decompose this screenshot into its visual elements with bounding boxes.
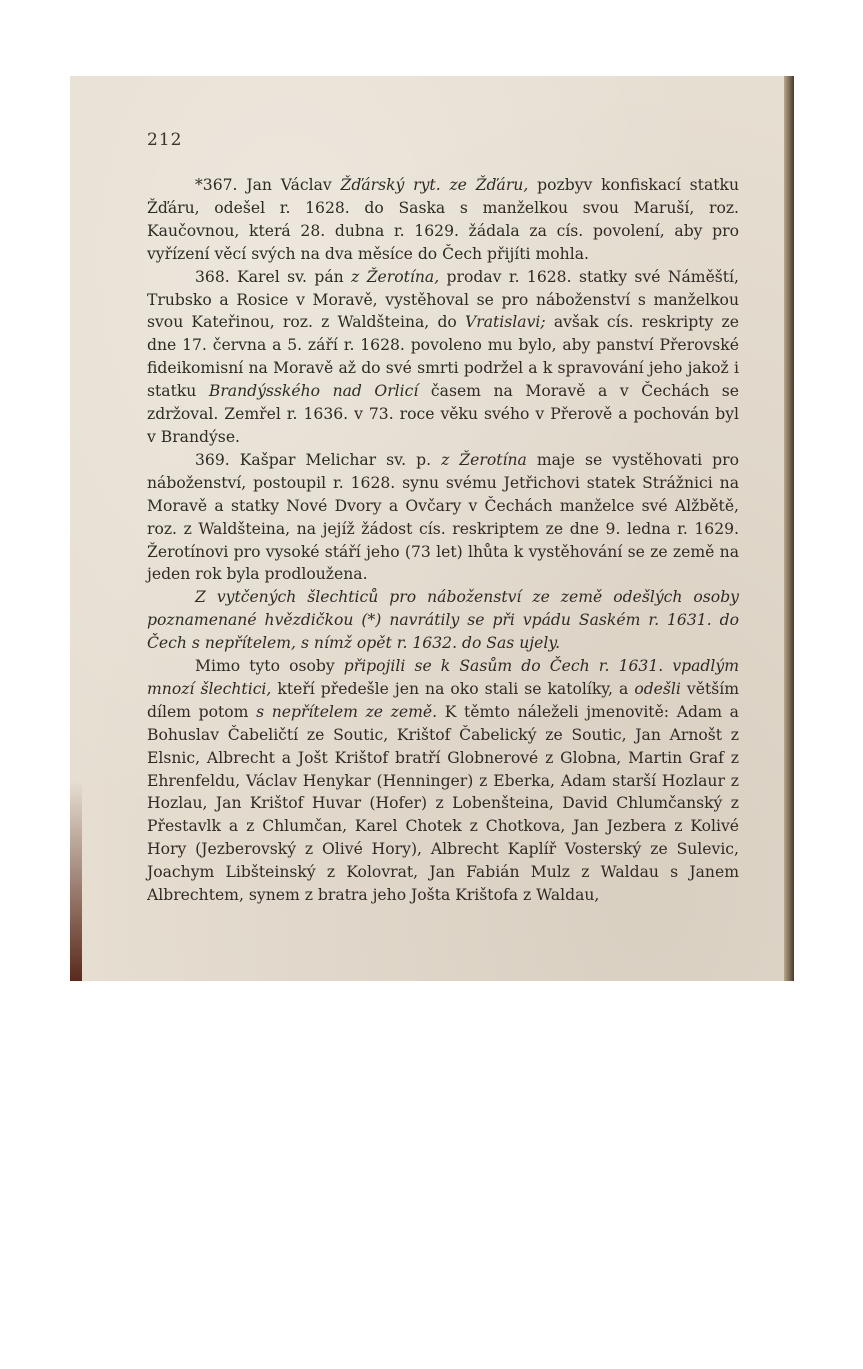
text-segment: avšak cís. reskripty ze dne 17. června a 5. září r. 1628. povoleno mu bylo, aby panství Přerovské fideikomisní na Moravě až do své smrti podržel a k spravování jeho jakož i statku bbox=[147, 313, 739, 401]
paragraph-additional-nobles bbox=[147, 655, 739, 907]
text-segment: časem na Moravě a v Čechách se zdržoval. Zemřel r. 1636. v 73. roce věku svého v Přerově a pochován byl v Brandýse. bbox=[147, 382, 740, 446]
text-segment: *367. Jan Václav bbox=[195, 176, 341, 194]
italic-text-segment: z Žerotína, bbox=[351, 267, 440, 286]
paragraph-369 bbox=[147, 449, 739, 586]
text-segment: K těmto náleželi jmenovitě: Adam a Bohuslav Čabeličtí ze Soutic, Krištof Čabelický ze Soutic, Jan Arnošt z Elsnic, Albrecht a Jošt Krištof bratří Globnerové z Globna, Martin Graf z Ehrenfeldu, Václav Henykar (Henninger) z Eberka, Adam starší Hozlaur z Hozlau, Jan Krištof Huvar (Hofer) z Lobenšteina, David Chlumčanský z Přestavlk a z Chlumčan, Karel Chotek z Chotkova, Jan Jezbera z Kolivé Hory (Jezberovský z Olivé Hory), Albrecht Kaplíř Vosterský ze Sulevic, Joachym Libšteinský z Kolovrat, Jan Fabián Mulz z Waldau s Janem Albrechtem, synem z bratra jeho Jošta Krištofa z Waldau, bbox=[147, 702, 739, 905]
page-edge-shadow bbox=[784, 76, 794, 981]
text-segment: pozbyv konfiskací statku Žďáru, odešel r. 1628. do Saska s manželkou svou Maruší, roz. Kaučovnou, která 28. dubna r. 1629. žádala za cís. povolení, aby pro vyřízení věcí svých na dva měsíce do Čech přijíti mohla. bbox=[147, 176, 740, 263]
text-segment: 368. Karel sv. pán bbox=[195, 267, 352, 286]
text-segment: 369. Kašpar Melichar sv. p. bbox=[195, 450, 442, 469]
italic-text-segment: Vratislavi; bbox=[465, 313, 546, 332]
page-edge-stain bbox=[70, 781, 82, 981]
paragraph-368 bbox=[147, 266, 739, 449]
body-text bbox=[147, 174, 739, 907]
text-segment: větším dílem potom bbox=[147, 679, 739, 721]
italic-text-segment: odešli bbox=[634, 679, 681, 698]
italic-text-segment: připojili se k Sasům do Čech r. 1631. vpadlým mnozí šlechtici, bbox=[147, 657, 739, 698]
page-number: 212 bbox=[147, 130, 183, 150]
paragraph-367 bbox=[147, 174, 739, 266]
italic-text-segment: Z vytčených šlechticů pro náboženství ze země odešlých osoby poznamenané hvězdičkou (*) navrátily se při vpádu Saském r. 1631. do Čech s nepřítelem, s nímž opět r. 1632. do Sas ujely. bbox=[147, 588, 739, 653]
scanned-page bbox=[70, 76, 794, 981]
text-segment: maje se vystěhovati pro náboženství, postoupil r. 1628. synu svému Jetřichovi statek Strážnici na Moravě a statky Nové Dvory a Ovčary v Čechách manželce své Alžbětě, roz. z Waldšteina, na jejíž žádost cís. reskriptem ze dne 9. ledna r. 1629. Žerotínovi pro vysoké stáří jeho (73 let) lhůta k vystěhování se ze země na jeden rok byla prodloužena. bbox=[147, 450, 740, 584]
paragraph-note bbox=[147, 586, 739, 655]
italic-text-segment: Brandýsského nad Orlicí bbox=[208, 382, 419, 401]
text-segment: Mimo tyto osoby bbox=[195, 657, 344, 676]
italic-text-segment: s nepřítelem ze země. bbox=[256, 702, 438, 721]
italic-text-segment: z Žerotína bbox=[441, 450, 527, 469]
text-segment: kteří předešle jen na oko stali se katolíky, a bbox=[271, 679, 635, 698]
text-segment: prodav r. 1628. statky své Náměští, Trubsko a Rosice v Moravě, vystěhoval se pro náboženství s manželkou svou Kateřinou, roz. z Waldšteina, do bbox=[147, 267, 740, 332]
italic-text-segment: Žďárský ryt. ze Žďáru, bbox=[340, 176, 529, 194]
